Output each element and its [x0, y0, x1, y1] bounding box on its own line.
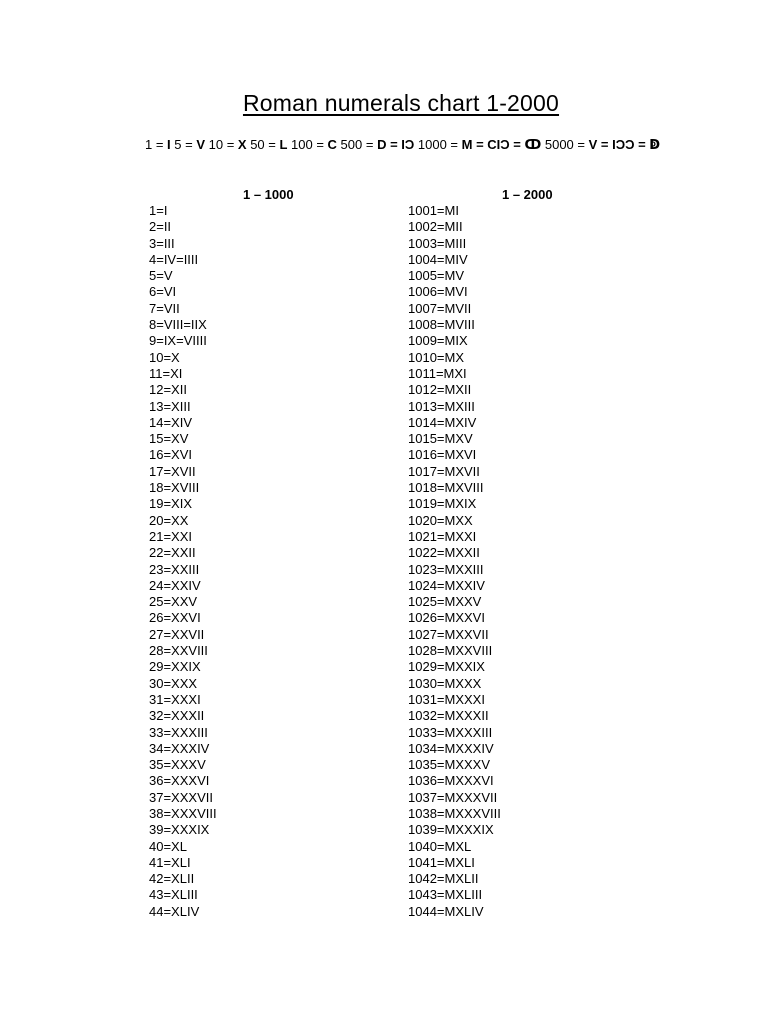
numeral-row: 1012=MXII	[408, 382, 472, 398]
numeral-row: 1003=MIII	[408, 235, 467, 251]
numeral-row: 36=XXXVI	[149, 773, 210, 789]
numeral-row: 4=IV=IIII	[149, 251, 199, 267]
numeral-row: 34=XXXIV	[149, 740, 210, 756]
numeral-row: 22=XXII	[149, 545, 196, 561]
numeral-row: 1005=MV	[408, 268, 465, 284]
numeral-row: 1044=MXLIV	[408, 903, 484, 919]
numeral-row: 1032=MXXXII	[408, 708, 489, 724]
numeral-row: 11=XI	[149, 365, 183, 381]
numeral-row: 13=XIII	[149, 398, 191, 414]
legend-symbol: V = IƆƆ = ↁ	[588, 137, 661, 152]
numeral-row: 3=III	[149, 235, 175, 251]
numeral-row: 1010=MX	[408, 349, 465, 365]
numeral-row: 41=XLI	[149, 854, 191, 870]
legend-value: 100 =	[287, 137, 328, 152]
numeral-row: 1006=MVI	[408, 284, 468, 300]
legend-symbol: C	[327, 137, 337, 152]
numeral-row: 16=XVI	[149, 447, 193, 463]
legend-symbol: L	[279, 137, 288, 152]
numeral-row: 7=VII	[149, 300, 180, 316]
numeral-row: 1021=MXXI	[408, 528, 477, 544]
numeral-row: 1035=MXXXV	[408, 757, 491, 773]
numeral-row: 5=V	[149, 268, 173, 284]
numeral-row: 30=XXX	[149, 675, 198, 691]
numeral-row: 43=XLIII	[149, 887, 198, 903]
numeral-row: 19=XIX	[149, 496, 193, 512]
numeral-row: 42=XLII	[149, 871, 195, 887]
numeral-row: 1=I	[149, 203, 168, 218]
legend-value: 500 =	[336, 137, 378, 152]
numeral-row: 1004=MIV	[408, 251, 468, 267]
numeral-row: 1038=MXXXVIII	[408, 805, 501, 821]
numeral-row: 21=XXI	[149, 528, 193, 544]
numeral-row: 15=XV	[149, 431, 189, 447]
numeral-row: 25=XXV	[149, 594, 198, 610]
numeral-row: 26=XXVI	[149, 610, 201, 626]
numeral-row: 38=XXXVIII	[149, 805, 217, 821]
numeral-row: 1008=MVIII	[408, 317, 475, 333]
legend-value: 10 =	[205, 137, 238, 152]
numeral-row: 1009=MIX	[408, 333, 468, 349]
numeral-row: 1007=MVII	[408, 300, 472, 316]
numeral-row: 1019=MXIX	[408, 496, 477, 512]
legend-value: 1000 =	[414, 137, 462, 152]
numeral-row: 1031=MXXXI	[408, 691, 485, 707]
numeral-row: 1013=MXIII	[408, 398, 475, 414]
numeral-row: 1036=MXXXVI	[408, 773, 494, 789]
numeral-row: 20=XX	[149, 512, 189, 528]
numeral-row: 1024=MXXIV	[408, 577, 485, 593]
legend-symbol: I	[167, 137, 171, 152]
numeral-row: 1025=MXXV	[408, 594, 482, 610]
legend-symbol: D = IƆ	[377, 137, 415, 152]
numeral-row: 1030=MXXX	[408, 675, 482, 691]
numeral-row: 1014=MXIV	[408, 414, 477, 430]
numeral-row: 14=XIV	[149, 414, 193, 430]
numeral-row: 44=XLIV	[149, 903, 200, 919]
legend-value: 5000 =	[541, 137, 589, 152]
numeral-row: 1040=MXL	[408, 838, 472, 854]
numeral-row: 31=XXXI	[149, 691, 201, 707]
numeral-row: 6=VI	[149, 284, 177, 300]
column-header-1-1000: 1 – 1000	[243, 187, 294, 202]
numeral-row: 1022=MXXII	[408, 545, 480, 561]
numeral-list-1-2000	[408, 203, 501, 920]
numeral-row: 28=XXVIII	[149, 643, 208, 659]
numeral-row: 37=XXXVII	[149, 789, 213, 805]
legend-symbol: X	[237, 137, 247, 152]
numeral-row: 10=X	[149, 349, 180, 365]
numeral-row: 39=XXXIX	[149, 822, 210, 838]
numeral-row: 29=XXIX	[149, 659, 201, 675]
numeral-row: 1034=MXXXIV	[408, 740, 494, 756]
numeral-row: 1011=MXI	[408, 365, 467, 381]
numeral-row: 1026=MXXVI	[408, 610, 485, 626]
page-title: Roman numerals chart 1-2000	[242, 90, 560, 116]
numeral-row: 2=II	[149, 219, 172, 235]
numeral-row: 40=XL	[149, 838, 187, 854]
numeral-row: 1027=MXXVII	[408, 626, 489, 642]
numeral-row: 1001=MI	[408, 203, 459, 218]
numeral-row: 1018=MXVIII	[408, 480, 484, 496]
numeral-row: 1039=MXXXIX	[408, 822, 494, 838]
numeral-row: 32=XXXII	[149, 708, 205, 724]
legend-value: 5 =	[170, 137, 197, 152]
legend-value: 1 =	[145, 137, 168, 152]
numeral-row: 1023=MXXIII	[408, 561, 484, 577]
numeral-row: 1016=MXVI	[408, 447, 477, 463]
numeral-row: 17=XVII	[149, 463, 196, 479]
numeral-row: 35=XXXV	[149, 757, 206, 773]
numeral-row: 9=IX=VIIII	[149, 333, 207, 349]
numeral-row: 1017=MXVII	[408, 463, 480, 479]
legend-value: 50 =	[246, 137, 280, 152]
numeral-legend	[145, 136, 665, 153]
numeral-row: 8=VIII=IIX	[149, 317, 207, 333]
numeral-row: 23=XXIII	[149, 561, 200, 577]
numeral-list-1-1000	[149, 203, 217, 920]
legend-symbol: V	[196, 137, 206, 152]
numeral-row: 33=XXXIII	[149, 724, 208, 740]
numeral-row: 1002=MII	[408, 219, 463, 235]
numeral-row: 1041=MXLI	[408, 854, 475, 870]
numeral-row: 1042=MXLII	[408, 871, 479, 887]
column-header-1-2000: 1 – 2000	[502, 187, 553, 202]
numeral-row: 24=XXIV	[149, 577, 201, 593]
numeral-row: 1033=MXXXIII	[408, 724, 493, 740]
numeral-row: 18=XVIII	[149, 480, 200, 496]
legend-symbol: M = CIƆ = ↀ	[461, 137, 542, 152]
numeral-row: 1020=MXX	[408, 512, 473, 528]
numeral-row: 1043=MXLIII	[408, 887, 483, 903]
numeral-row: 1015=MXV	[408, 431, 473, 447]
numeral-row: 1028=MXXVIII	[408, 643, 493, 659]
numeral-row: 1037=MXXXVII	[408, 789, 498, 805]
numeral-row: 1029=MXXIX	[408, 659, 485, 675]
numeral-row: 27=XXVII	[149, 626, 205, 642]
numeral-row: 12=XII	[149, 382, 187, 398]
